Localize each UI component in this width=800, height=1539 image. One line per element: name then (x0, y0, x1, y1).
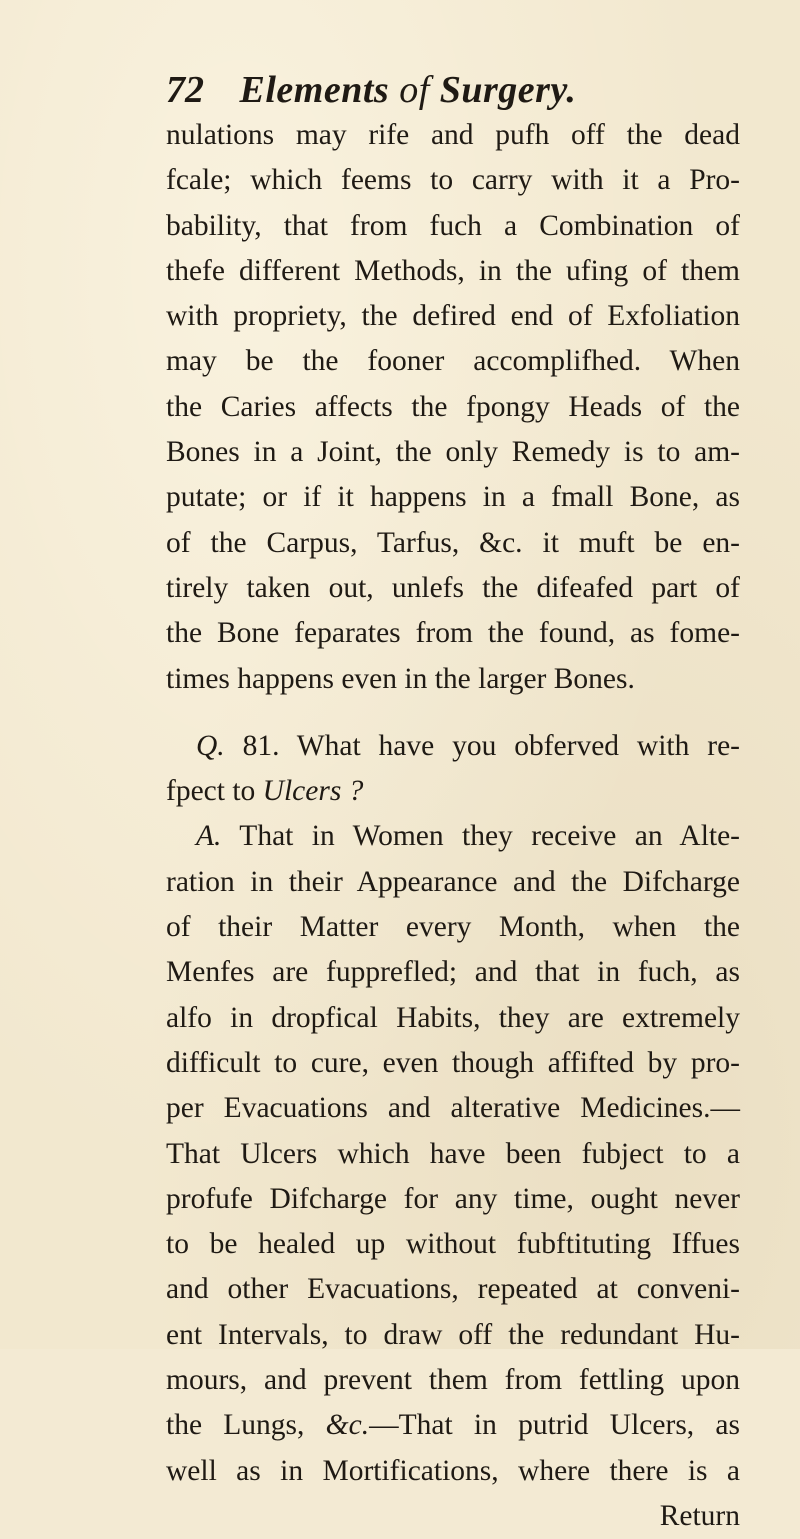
title-word-elements: Elements (239, 69, 390, 111)
answer-block (166, 814, 740, 1539)
question-marker: Q. (196, 729, 225, 762)
text-line: times happens even in the larger Bones. (166, 662, 635, 695)
answer-line (166, 814, 740, 859)
text-line: ration in their Appearance and the Difcharge (166, 865, 740, 898)
catchword: Return (659, 1499, 740, 1532)
question-topic: Ulcers ? (262, 775, 364, 808)
text-line: bability, that from fuch a Combination of (166, 209, 740, 242)
question-text: fpect to (166, 775, 256, 808)
text-line: Menfes are fupprefled; and that in fuch, as (166, 956, 740, 989)
text-line: putate; or if it happens in a fmall Bone, as (166, 481, 740, 514)
text-line: per Evacuations and alterative Medicines.— (166, 1092, 740, 1125)
text-line: Bones in a Joint, the only Remedy is to am- (166, 436, 740, 469)
answer-text: —That in putrid Ulcers, as (369, 1409, 740, 1442)
text-line (166, 1403, 740, 1448)
text-line: That Ulcers which have been fubject to a (166, 1137, 740, 1170)
body-text (166, 113, 740, 1539)
text-line: to be healed up without fubftituting Iffues (166, 1228, 740, 1261)
answer-marker: A. (196, 820, 222, 853)
question-line (166, 769, 740, 814)
text-line: mours, and prevent them from fettling upon (166, 1364, 740, 1397)
running-header (166, 66, 576, 114)
text-line: profufe Difcharge for any time, ought never (166, 1182, 740, 1215)
text-line: well as in Mortifications, where there is a (166, 1454, 740, 1487)
text-line: the Caries affects the fpongy Heads of the (166, 390, 740, 423)
text-line: ent Intervals, to draw off the redundant Hu- (166, 1318, 740, 1351)
text-line: tirely taken out, unlefs the difeafed part of (166, 571, 740, 604)
text-line: of their Matter every Month, when the (166, 911, 740, 944)
page-number: 72 (166, 69, 204, 111)
title-word-of: of (399, 69, 430, 111)
question-text: 81. What have you obferved with re- (242, 729, 740, 762)
text-line: fcale; which feems to carry with it a Pro- (166, 164, 740, 197)
text-line: of the Carpus, Tarfus, &c. it muft be en- (166, 526, 740, 559)
question-block (166, 724, 740, 815)
text-line: alfo in dropfical Habits, they are extremely (166, 1001, 740, 1034)
answer-text: That in Women they receive an Alte- (239, 820, 741, 853)
answer-etc: &c. (325, 1409, 370, 1442)
running-title (240, 69, 577, 111)
text-line: difficult to cure, even though affifted by pro- (166, 1046, 740, 1079)
text-line: may be the fooner accomplifhed. When (166, 345, 740, 378)
title-word-surgery: Surgery. (439, 69, 577, 111)
text-line: thefe different Methods, in the ufing of them (166, 254, 740, 287)
text-line: and other Evacuations, repeated at conveni- (166, 1273, 740, 1306)
text-line: the Bone feparates from the found, as fome- (166, 617, 740, 650)
question-line (166, 724, 740, 769)
paragraph-exfoliation (166, 113, 740, 702)
text-line: with propriety, the defired end of Exfoliation (166, 300, 740, 333)
paragraph-gap (166, 702, 740, 724)
answer-text: the Lungs, (166, 1409, 305, 1442)
text-line: nulations may rife and pufh off the dead (166, 119, 740, 151)
